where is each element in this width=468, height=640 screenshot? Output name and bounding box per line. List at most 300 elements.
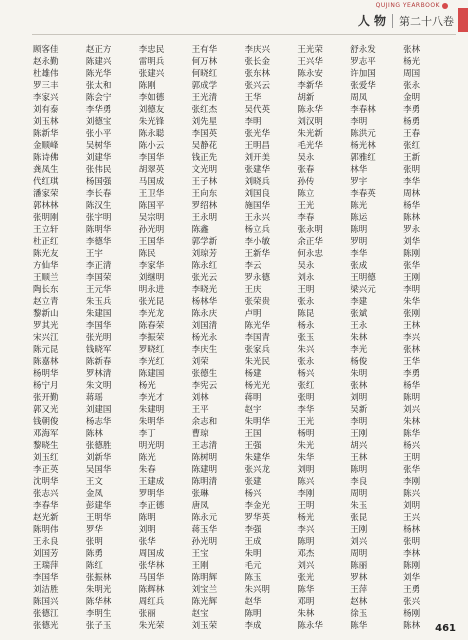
person-name: 杨志华: [85, 417, 112, 427]
person-name: 王春: [403, 129, 421, 139]
person-name: 张华林: [138, 561, 165, 571]
person-name: 李强: [244, 525, 262, 535]
person-name: 陈永元: [191, 513, 218, 523]
name-column: [297, 44, 350, 632]
person-name: 陈光华: [244, 321, 271, 331]
person-name: 陈新华: [33, 129, 59, 139]
person-name: 刘建华: [85, 153, 112, 163]
person-name: 朱光荣: [138, 621, 165, 631]
volume-label: 第二十八卷: [399, 14, 454, 28]
person-name: 刘华: [403, 237, 421, 247]
person-name: 梁兴元: [350, 285, 376, 295]
person-name: 李明: [244, 117, 262, 127]
person-name: 张光昆: [138, 297, 165, 307]
person-name: 周红兵: [138, 597, 165, 607]
person-name: 李小敏: [244, 237, 271, 247]
person-name: 陈树明: [191, 453, 218, 463]
person-name: 何永忠: [297, 249, 323, 259]
person-name: 张伟民: [85, 165, 112, 175]
person-name: 李华: [350, 249, 368, 259]
person-name: 王宇: [85, 249, 103, 259]
person-name: 赵永勤: [33, 57, 59, 67]
person-name: 李华勇: [85, 105, 112, 115]
person-name: 罗晓红: [138, 345, 165, 355]
person-name: 杨兴: [297, 369, 315, 379]
person-name: 王光: [297, 417, 315, 427]
person-name: 王成: [244, 537, 262, 547]
person-name: 陈诗佛: [33, 153, 59, 163]
name-column: [33, 44, 86, 632]
person-name: 张小平: [85, 129, 112, 139]
person-name: 赵光新: [33, 513, 59, 523]
person-name: 陈明: [138, 513, 156, 523]
person-name: 杨宁月: [33, 381, 59, 391]
person-name: 朱明: [350, 369, 368, 379]
person-name: 陈华: [403, 429, 421, 439]
person-name: 张爱华: [350, 81, 376, 91]
person-name: 吴新: [350, 405, 368, 415]
person-name: 王新: [403, 153, 421, 163]
person-name: 陈永红: [191, 261, 218, 271]
person-name: 刘继明: [138, 273, 165, 283]
person-name: 罗永: [403, 225, 421, 235]
person-name: 雷明兵: [138, 57, 165, 67]
person-name: 王新华: [244, 249, 271, 259]
person-name: 张兴龙: [244, 465, 271, 475]
person-name: 王刚: [191, 561, 209, 571]
person-name: 王顺兰: [33, 273, 59, 283]
person-name: 毛元: [244, 561, 262, 571]
person-name: 李正清: [85, 261, 112, 271]
person-name: 陈华: [350, 621, 368, 631]
person-name: 朱华: [297, 453, 315, 463]
person-name: 吴国华: [85, 465, 112, 475]
person-name: 李如德: [138, 93, 165, 103]
person-name: 赵宇: [244, 405, 262, 415]
person-name: 陈元昆: [33, 345, 59, 355]
person-name: 蒋瑶: [85, 393, 103, 403]
person-name: 杨光光: [244, 381, 271, 391]
person-name: 郭又光: [33, 405, 59, 415]
person-name: 王文: [85, 477, 103, 487]
person-name: 李庆生: [191, 345, 218, 355]
person-name: 杨兴: [403, 441, 421, 451]
person-name: 陈刚: [138, 81, 156, 91]
person-name: 张志兴: [33, 489, 59, 499]
person-name: 王子林: [191, 177, 218, 187]
person-name: 龚凤生: [33, 165, 59, 175]
person-name: 朱建华: [244, 453, 271, 463]
person-name: 李良: [350, 477, 368, 487]
person-name: 罗绍林: [191, 201, 218, 211]
person-name: 周明: [350, 549, 368, 559]
person-name: 朱兴明: [244, 585, 271, 595]
person-name: 罗华英: [244, 513, 271, 523]
person-name: 朱兴: [297, 345, 315, 355]
person-name: 张荣贵: [244, 297, 271, 307]
person-name: 张明: [403, 537, 421, 547]
brand-text: QUJING YEARBOOK: [375, 2, 440, 9]
person-name: 陈兴: [403, 489, 421, 499]
person-name: 陈永华: [297, 105, 323, 115]
person-name: 张东林: [244, 69, 271, 79]
person-name: 李刚: [297, 489, 315, 499]
person-name: 王永良: [33, 537, 59, 547]
person-name: 朱林: [350, 333, 368, 343]
person-name: 张明: [403, 165, 421, 175]
person-name: 杨明: [297, 429, 315, 439]
section-title: 人 物: [357, 14, 386, 28]
person-name: 张永: [403, 81, 421, 91]
person-name: 陈华林: [85, 597, 112, 607]
person-name: 刘明: [297, 465, 315, 475]
person-name: 张红: [403, 141, 421, 151]
person-name: 朱建明: [138, 405, 165, 415]
person-name: 李明生: [85, 609, 112, 619]
person-name: 刘兴: [403, 405, 421, 415]
person-name: 张林: [403, 345, 421, 355]
person-name: 李丁: [138, 429, 156, 439]
header-rule: [32, 34, 456, 35]
person-name: 毛光华: [297, 141, 323, 151]
person-name: 张德光: [33, 621, 59, 631]
person-name: 杨光: [403, 57, 421, 67]
person-name: 钱朝俊: [33, 417, 59, 427]
person-name: 刘玉红: [33, 453, 59, 463]
person-name: 郭雅红: [350, 153, 376, 163]
person-name: 李正英: [33, 465, 59, 475]
person-name: 刘国良: [244, 189, 271, 199]
person-name: 刘开美: [244, 153, 271, 163]
person-name: 王强: [244, 441, 262, 451]
person-name: 李林: [403, 549, 421, 559]
person-name: 杨建: [244, 369, 262, 379]
person-name: 明永进: [138, 285, 165, 295]
person-name: 王国: [244, 429, 262, 439]
person-name: 杨明华: [33, 369, 59, 379]
person-name: 蒋玉华: [191, 525, 218, 535]
person-name: 张家兵: [244, 345, 271, 355]
name-column: [245, 44, 298, 632]
person-name: 罗明华: [138, 489, 165, 499]
person-name: 杜雄伟: [33, 69, 59, 79]
person-name: 王兴华: [297, 57, 323, 67]
person-name: 李国荣: [85, 273, 112, 283]
person-name: 杨光林: [350, 141, 376, 151]
person-name: 刘汉明: [297, 117, 323, 127]
person-name: 张林: [403, 45, 421, 55]
person-name: 赵宝: [191, 609, 209, 619]
person-name: 陈玉: [244, 573, 262, 583]
person-name: 胡翠英: [138, 165, 165, 175]
person-name: 王刚: [403, 273, 421, 283]
person-name: 文光明: [191, 165, 218, 175]
person-name: 张华: [403, 261, 421, 271]
person-name: 李庆兴: [244, 45, 271, 55]
person-name: 张兴: [403, 597, 421, 607]
person-name: 王勇: [403, 585, 421, 595]
person-name: 张明: [85, 537, 103, 547]
person-name: 杨林: [403, 525, 421, 535]
person-name: 刘明: [350, 393, 368, 403]
person-name: 陈明辉: [191, 573, 218, 583]
person-name: 王明华: [85, 513, 112, 523]
person-name: 李兴: [403, 333, 421, 343]
person-name: 吴静花: [191, 141, 218, 151]
person-name: 朱春: [138, 465, 156, 475]
person-name: 马国成: [138, 177, 165, 187]
person-name: 赵正方: [85, 45, 112, 55]
person-name: 王志清: [191, 441, 218, 451]
person-name: 王永兴: [244, 213, 271, 223]
person-name: 陈会宁: [85, 93, 112, 103]
person-name: 刘玉荣: [191, 621, 218, 631]
person-name: 张太和: [85, 81, 112, 91]
person-name: 周林: [403, 189, 421, 199]
person-name: 张德生: [191, 369, 218, 379]
person-name: 陈红: [85, 561, 103, 571]
person-name: 刘晓兵: [244, 177, 271, 187]
person-name: 李云: [244, 261, 262, 271]
person-name: 何万林: [191, 57, 218, 67]
person-name: 罗其光: [33, 321, 59, 331]
person-name: 刘林: [191, 393, 209, 403]
person-name: 朱建国: [85, 309, 112, 319]
person-name: 徐玉: [350, 609, 368, 619]
person-name: 王林: [403, 321, 421, 331]
person-name: 陈春荣: [138, 321, 165, 331]
person-name: 李明: [403, 285, 421, 295]
person-name: 陈昆: [297, 309, 315, 319]
person-name: 陈光: [138, 453, 156, 463]
person-name: 胡兴: [350, 441, 368, 451]
person-name: 王林: [350, 453, 368, 463]
page-header: [0, 0, 468, 40]
person-name: 陈建兴: [85, 57, 112, 67]
person-name: 周国成: [138, 549, 165, 559]
person-name: 刘洁胜: [33, 585, 59, 595]
person-name: 张长金: [244, 57, 271, 67]
person-name: 陈刚: [403, 249, 421, 259]
person-name: 朱光锋: [138, 117, 165, 127]
person-name: 李春英: [350, 189, 376, 199]
person-name: 罗明: [350, 237, 368, 247]
person-name: 舒永发: [350, 45, 376, 55]
person-name: 李新华: [297, 81, 323, 91]
person-name: 顾客佳: [33, 45, 59, 55]
person-name: 朱光: [297, 441, 315, 451]
person-name: 王光清: [191, 93, 218, 103]
name-column: [139, 44, 192, 632]
person-name: 胡新: [297, 93, 315, 103]
person-name: 王卫华: [138, 189, 165, 199]
person-name: 李国华: [33, 573, 59, 583]
person-name: 刘琼芳: [191, 249, 218, 259]
person-name: 李振荣: [138, 333, 165, 343]
person-name: 张明: [297, 393, 315, 403]
person-name: 张华: [403, 465, 421, 475]
person-name: 陈刚: [403, 561, 421, 571]
person-name: 陈立: [297, 189, 315, 199]
person-name: 李春: [297, 213, 315, 223]
person-name: 李金光: [244, 501, 271, 511]
person-name: 陈光友: [33, 249, 59, 259]
person-name: 马国华: [138, 573, 165, 583]
person-name: 刘国清: [191, 321, 218, 331]
person-name: 吴树华: [85, 141, 112, 151]
person-name: 朱玉兵: [85, 297, 112, 307]
person-name: 余志和: [191, 417, 218, 427]
person-name: 杨刚: [403, 609, 421, 619]
person-name: 陶长东: [33, 285, 59, 295]
person-name: 陈光: [350, 201, 368, 211]
person-name: 张昆: [350, 513, 368, 523]
person-name: 李明: [350, 117, 368, 127]
person-name: 杨立兵: [244, 225, 271, 235]
person-name: 张开勤: [33, 393, 59, 403]
person-name: 张永明: [297, 225, 323, 235]
person-name: 刘德友: [138, 105, 165, 115]
person-name: 朱玉: [350, 501, 368, 511]
person-name: 李华: [403, 177, 421, 187]
person-name: 王宝: [191, 549, 209, 559]
person-name: 刘建国: [85, 405, 112, 415]
person-name: 李春华: [33, 501, 59, 511]
person-name: 刘德宝: [85, 117, 112, 127]
person-name: 陈林: [403, 213, 421, 223]
person-name: 张永: [297, 357, 315, 367]
person-name: 孙光明: [138, 225, 165, 235]
person-name: 王明: [297, 501, 315, 511]
person-name: 张永: [297, 297, 315, 307]
person-name: 黎新山: [33, 309, 59, 319]
person-name: 赵林: [350, 597, 368, 607]
person-name: 潘家荣: [33, 189, 59, 199]
person-name: 李长春: [85, 189, 112, 199]
person-name: 王光: [297, 201, 315, 211]
name-column: [403, 44, 456, 632]
person-name: 陈小云: [138, 141, 165, 151]
person-name: 陈明: [403, 393, 421, 403]
person-name: 刘永: [297, 273, 315, 283]
person-name: 张丽: [138, 609, 156, 619]
person-name: 王国华: [138, 237, 165, 247]
person-name: 曹琼: [191, 429, 209, 439]
person-name: 陈汉生: [85, 201, 112, 211]
person-name: 李国华: [85, 321, 112, 331]
person-name: 陈永庆: [191, 309, 218, 319]
person-name: 刘明: [403, 501, 421, 511]
person-name: 杨永: [297, 321, 315, 331]
person-name: 施国华: [244, 201, 271, 211]
person-name: 赵立青: [33, 297, 59, 307]
person-name: 朱明华: [244, 417, 271, 427]
person-name: 朱明华: [138, 417, 165, 427]
person-name: 李华: [297, 405, 315, 415]
name-column: [350, 44, 403, 632]
person-name: 杨光: [138, 381, 156, 391]
person-name: 陈永安: [297, 69, 323, 79]
person-name: 张华: [138, 537, 156, 547]
person-name: 杨光永: [191, 333, 218, 343]
person-name: 陈兴: [297, 477, 315, 487]
person-name: 明光明: [138, 441, 165, 451]
person-name: 李勇: [403, 369, 421, 379]
person-name: 王明德: [350, 273, 376, 283]
person-name: 张宇明: [85, 213, 112, 223]
person-name: 王华: [403, 357, 421, 367]
person-name: 王有华: [191, 45, 218, 55]
person-name: 杨国强: [85, 177, 112, 187]
person-name: 罗三丰: [33, 81, 59, 91]
person-name: 李光龙: [138, 309, 165, 319]
person-name: 张德江: [33, 609, 59, 619]
person-name: 陈永华: [297, 621, 323, 631]
person-name: 杨光: [297, 513, 315, 523]
person-name: 陈民: [138, 249, 156, 259]
person-name: 张林: [350, 381, 368, 391]
person-name: 沈明华: [33, 477, 59, 487]
person-name: 张建兴: [138, 69, 165, 79]
person-name: 朱光新: [297, 129, 323, 139]
person-name: 郭成学: [191, 81, 218, 91]
brand: [286, 2, 456, 12]
person-name: 张振林: [85, 573, 112, 583]
person-name: 陈建国: [138, 369, 165, 379]
person-name: 张光: [297, 573, 315, 583]
person-name: 陈明清: [191, 477, 218, 487]
person-name: 李明: [350, 417, 368, 427]
person-name: 陈林: [403, 621, 421, 631]
person-name: 宋兴江: [33, 333, 59, 343]
person-name: 陈明: [244, 609, 262, 619]
person-name: 刘国芳: [33, 549, 59, 559]
person-name: 刘兴: [297, 561, 315, 571]
person-name: 王瑞萍: [33, 561, 59, 571]
person-name: 刘明: [138, 525, 156, 535]
person-name: 陈华: [297, 585, 315, 595]
person-name: 李国青: [244, 333, 271, 343]
person-name: 杨林华: [191, 297, 218, 307]
person-name: 金凤: [85, 489, 103, 499]
person-name: 陈洪元: [350, 129, 376, 139]
person-name: 王向东: [191, 189, 218, 199]
person-name: 王立轩: [33, 225, 59, 235]
person-name: 彭建华: [85, 501, 112, 511]
person-name: 朱华: [403, 297, 421, 307]
person-name: 吴永: [297, 153, 315, 163]
person-name: 刘先星: [191, 117, 218, 127]
person-name: 吴代英: [244, 105, 271, 115]
person-name: 李建: [350, 297, 368, 307]
person-name: 刘宝兰: [191, 585, 218, 595]
person-name: 王兴: [403, 513, 421, 523]
person-name: 余正华: [297, 237, 323, 247]
person-name: 张光华: [244, 129, 271, 139]
name-column: [192, 44, 245, 632]
title-separator: [392, 14, 393, 28]
person-name: 王光荣: [297, 45, 323, 55]
person-name: 杨俊: [350, 357, 368, 367]
person-name: 赵华: [244, 597, 262, 607]
person-name: 李宪云: [191, 381, 218, 391]
person-name: 张光明: [85, 333, 112, 343]
person-name: 罗永德: [244, 273, 271, 283]
person-name: 张成: [350, 261, 368, 271]
person-name: 代红琪: [33, 177, 59, 187]
person-name: 张光云: [191, 273, 218, 283]
person-name: 陈明: [350, 225, 368, 235]
